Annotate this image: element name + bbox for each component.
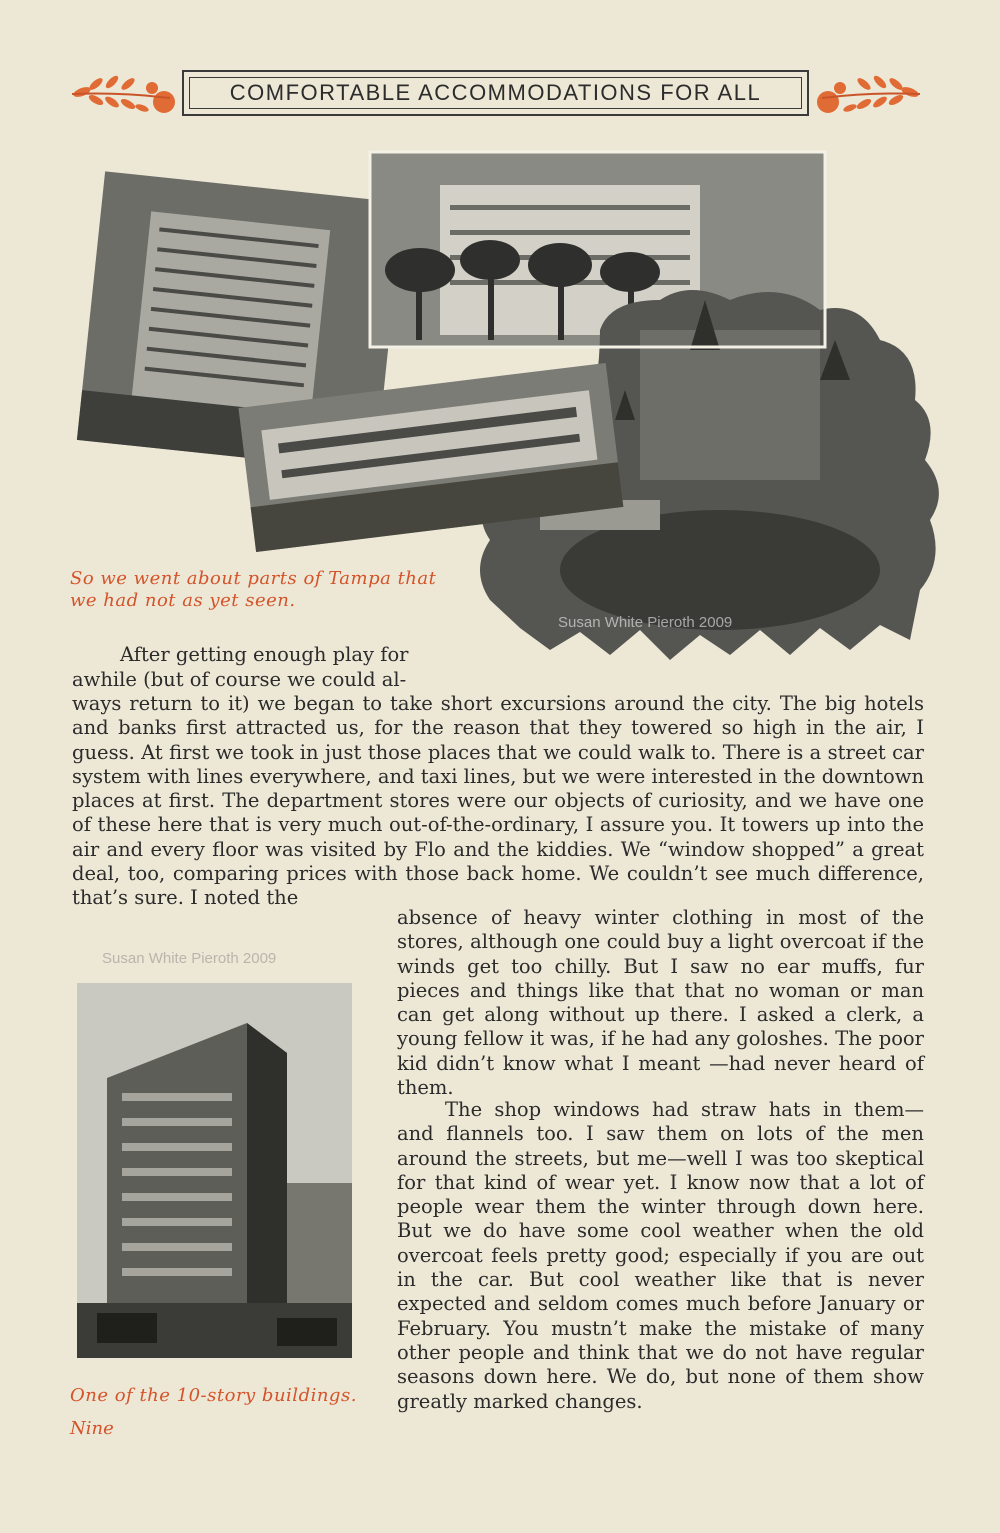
caption-bottom: One of the 10-story buildings.: [70, 1385, 357, 1406]
photo-ten-story-building: [77, 983, 352, 1358]
paragraph-1-line-2: awhile (but of course we could al-: [72, 668, 407, 691]
paragraph-1-full-width: ways return to it) we began to take short excursions around the city. The big hotels and banks first attracted us, for the reason that they towered so high in the air, I guess. At first we took in just those places that we could walk to. There is a street car system with lines everywhere, and taxi lines, but we were interested in the downtown places at first. The department stores were our objects of curiosity, and we have one of these here that is very much out-of-the-ordinary, I assure you. It towers up into the air and every floor was visited by Flo and the kiddies. We “window shopped” a great deal, too, comparing prices with those back home. We couldn’t see much difference, that’s sure. I noted the: [72, 692, 924, 910]
caption-top: So we went about parts of Tampa that we had not as yet seen.: [70, 568, 437, 611]
watermark-bottom: Susan White Pieroth 2009: [102, 950, 277, 967]
page-title: COMFORTABLE ACCOMMODATIONS FOR ALL: [229, 80, 762, 105]
paragraph-1-column: absence of heavy winter clothing in most of the stores, although one could buy a light overcoat if the winds get too chilly. But I saw no ear muffs, fur pieces and things like that that no woman or man can get along without up there. I asked a clerk, a young fellow it was, if he had any goloshes. The poor kid didn’t know what I meant —had never heard of them.: [397, 906, 924, 1100]
page-number: Nine: [70, 1418, 114, 1439]
paragraph-2: The shop windows had straw hats in them— and flannels too. I saw them on lots of the men around the streets, but me—well I was too skeptical for that kind of wear yet. I know now that a lot of people wear them the winter through down here. But we do have some cool weather when the old overcoat feels pretty good; especially if you are out in the car. But cool weather like that is never expected and seldom comes much before January or February. You mustn’t make the mistake of many other people and think that we do not have regular seasons down here. We do, but none of them show greatly marked changes.: [397, 1098, 924, 1413]
watermark-top: Susan White Pieroth 2009: [558, 614, 733, 631]
paragraph-1-line-1: After getting enough play for: [120, 643, 409, 666]
